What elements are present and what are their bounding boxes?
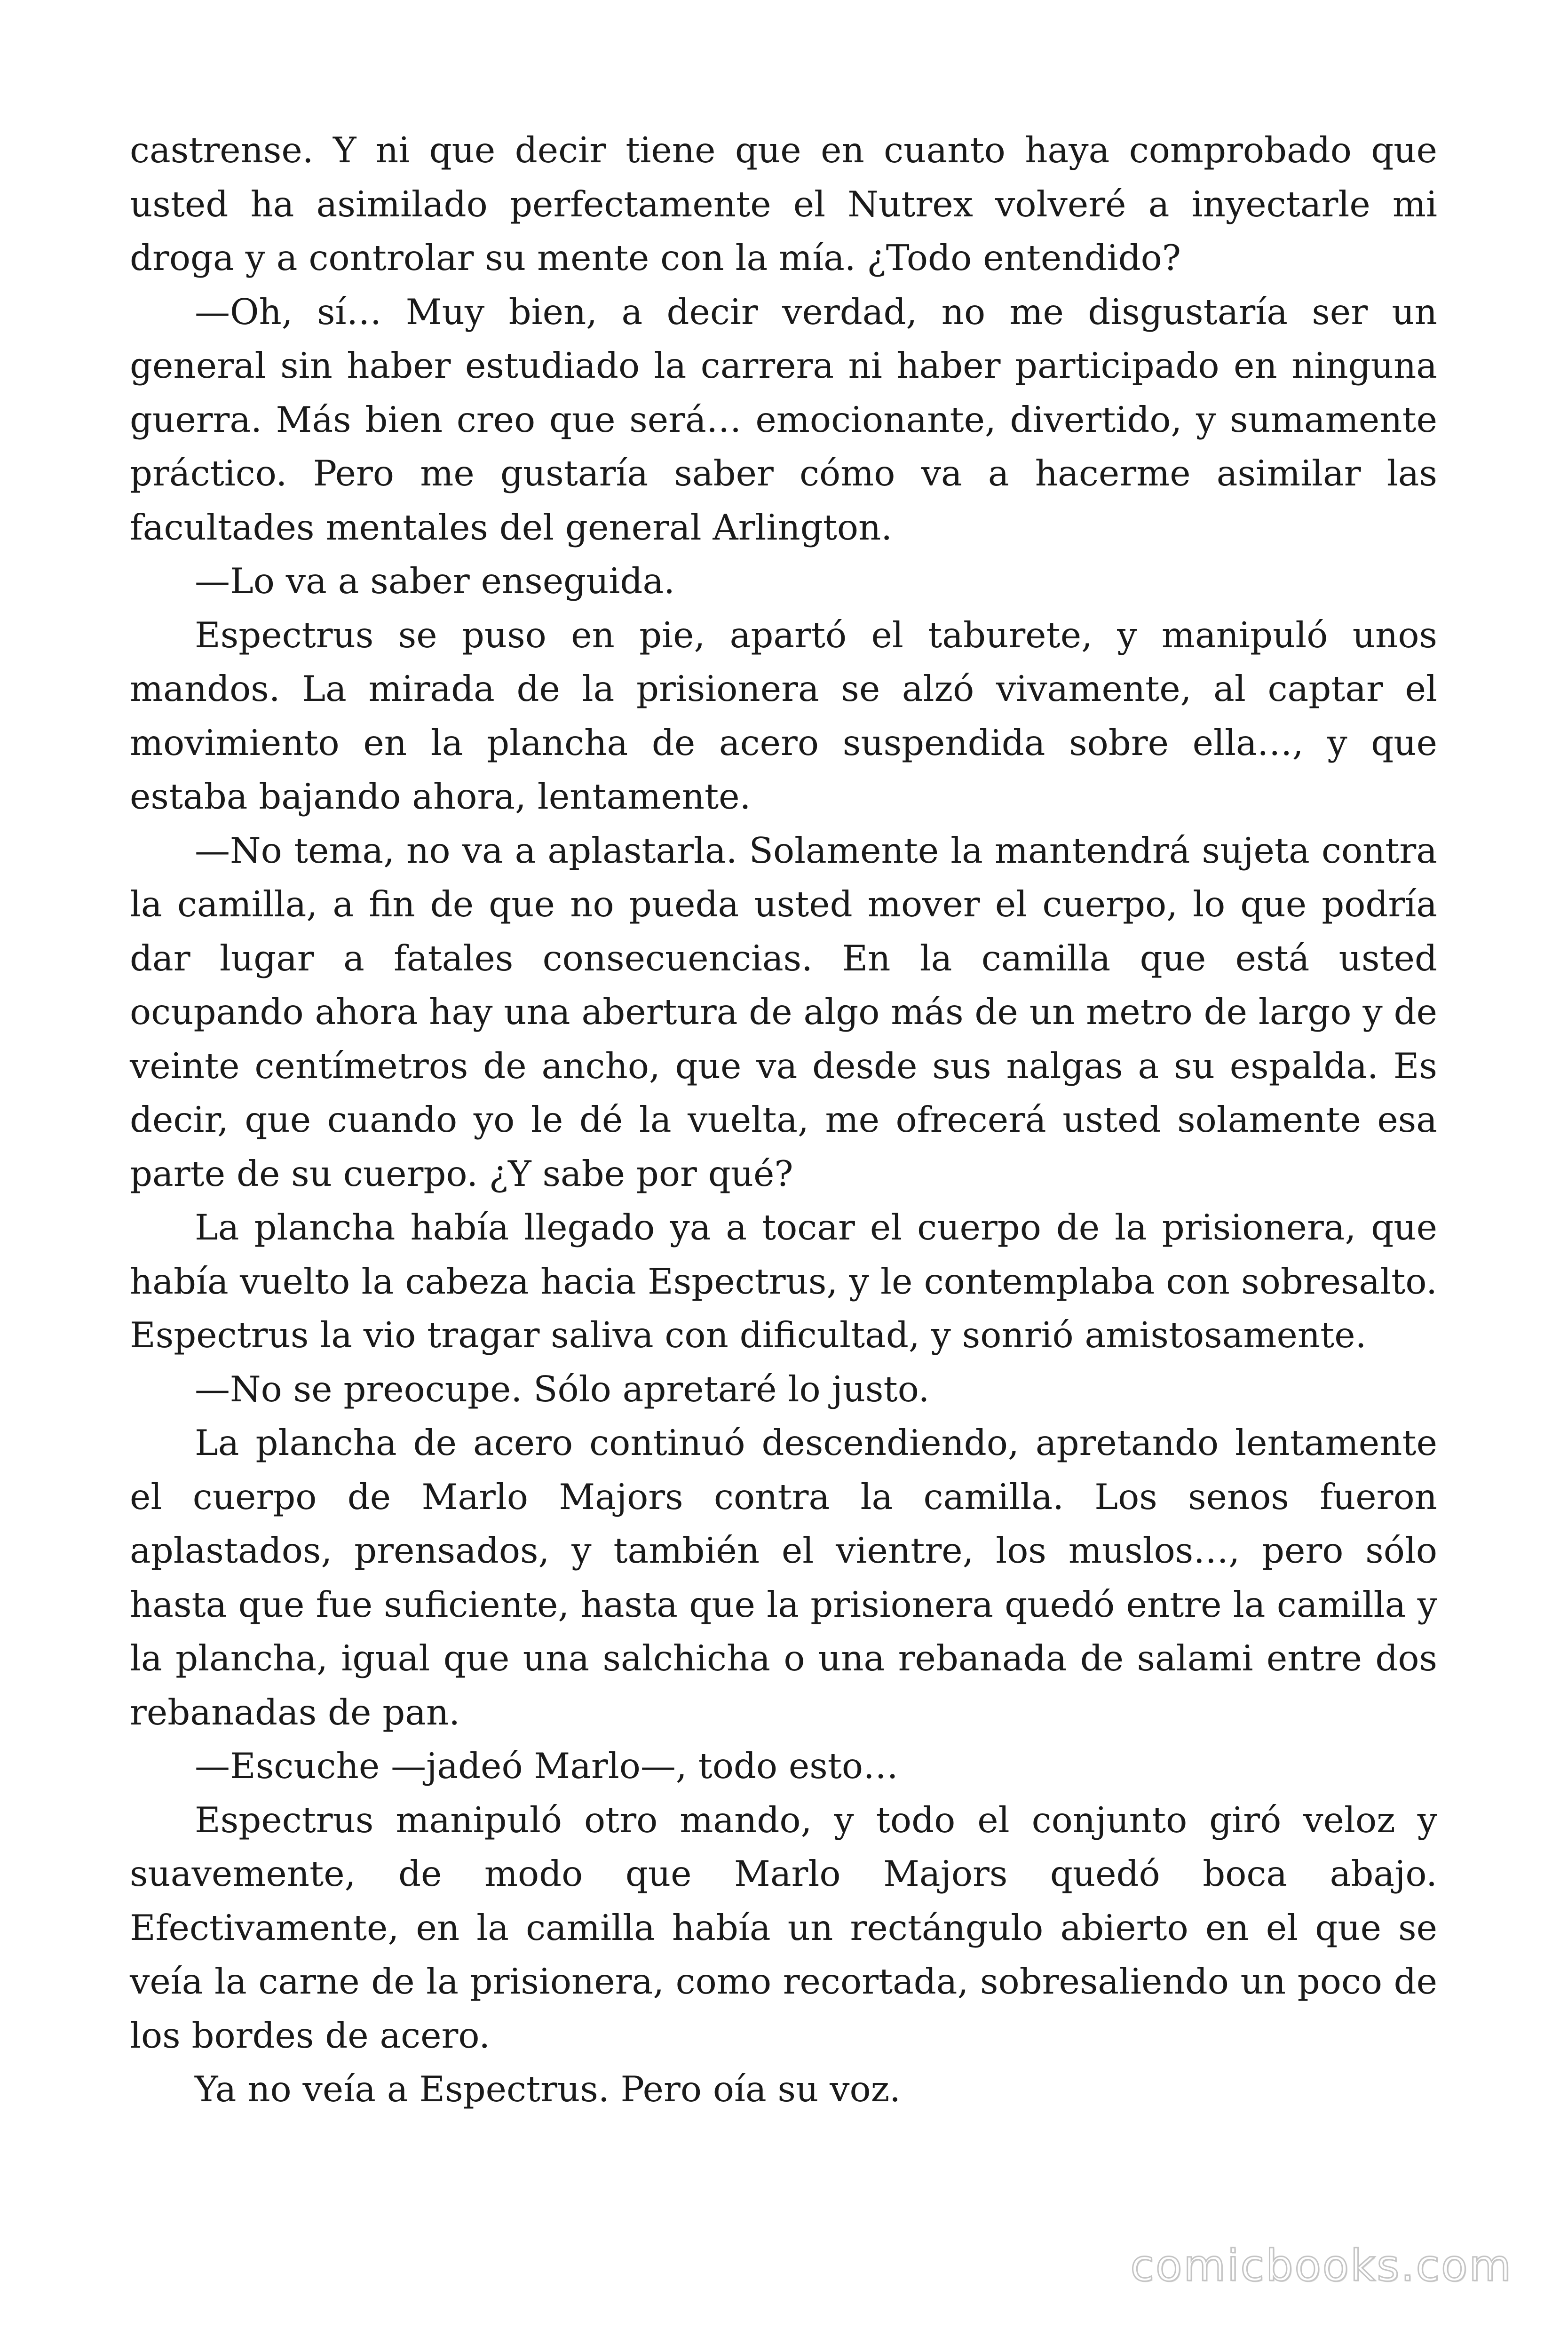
- paragraph-continuation: castrense. Y ni que decir tiene que en cuanto haya comprobado que usted ha asimilado perfectamente el Nutrex volveré a inyectarle mi droga y a controlar su mente con la mía. ¿Todo entendido?: [130, 129, 1437, 278]
- paragraph-narration: Espectrus se puso en pie, apartó el taburete, y manipuló unos mandos. La mirada de la prisionera se alzó vivamente, al captar el movimiento en la plancha de acero suspendida sobre ella…, y que estaba bajando ahora, lentamente.: [130, 614, 1437, 817]
- watermark-text: comicbooks.com: [1130, 2241, 1513, 2291]
- paragraph-dialogue: —Oh, sí… Muy bien, a decir verdad, no me disgustaría ser un general sin haber estudiado la carrera ni haber participado en ninguna guerra. Más bien creo que será… emocionante, divertido, y sumamente práctico. Pero me gustaría saber cómo va a hacerme asimilar las facultades mentales del general Arlington.: [130, 291, 1437, 548]
- page-body-text: [130, 123, 1437, 2116]
- paragraph-dialogue: —No tema, no va a aplastarla. Solamente la mantendrá sujeta contra la camilla, a fin de que no pueda usted mover el cuerpo, lo que podría dar lugar a fatales consecuencias. En la camilla que está usted ocupando ahora hay una abertura de algo más de un metro de largo y de veinte centímetros de ancho, que va desde sus nalgas a su espalda. Es decir, que cuando yo le dé la vuelta, me ofrecerá usted solamente esa parte de su cuerpo. ¿Y sabe por qué?: [130, 829, 1437, 1194]
- paragraph-narration: La plancha de acero continuó descendiendo, apretando lentamente el cuerpo de Marlo Majors contra la camilla. Los senos fueron aplastados, prensados, y también el vientre, los muslos…, pero sólo hasta que fue suficiente, hasta que la prisionera quedó entre la camilla y la plancha, igual que una salchicha o una rebanada de salami entre dos rebanadas de pan.: [130, 1422, 1437, 1733]
- paragraph-dialogue: —Escuche —jadeó Marlo—, todo esto…: [195, 1745, 899, 1787]
- paragraph-dialogue: —No se preocupe. Sólo apretaré lo justo.: [195, 1368, 930, 1410]
- paragraph-narration: Ya no veía a Espectrus. Pero oía su voz.: [195, 2068, 901, 2110]
- paragraph-dialogue: —Lo va a saber enseguida.: [195, 560, 675, 602]
- paragraph-narration: La plancha había llegado ya a tocar el cuerpo de la prisionera, que había vuelto la cabeza hacia Espectrus, y le contemplaba con sobresalto. Espectrus la vio tragar saliva con dificultad, y sonrió amistosamente.: [130, 1207, 1437, 1356]
- paragraph-narration: Espectrus manipuló otro mando, y todo el conjunto giró veloz y suavemente, de modo que Marlo Majors quedó boca abajo. Efectivamente, en la camilla había un rectángulo abierto en el que se veía la carne de la prisionera, como recortada, sobresaliendo un poco de los bordes de acero.: [130, 1799, 1437, 2056]
